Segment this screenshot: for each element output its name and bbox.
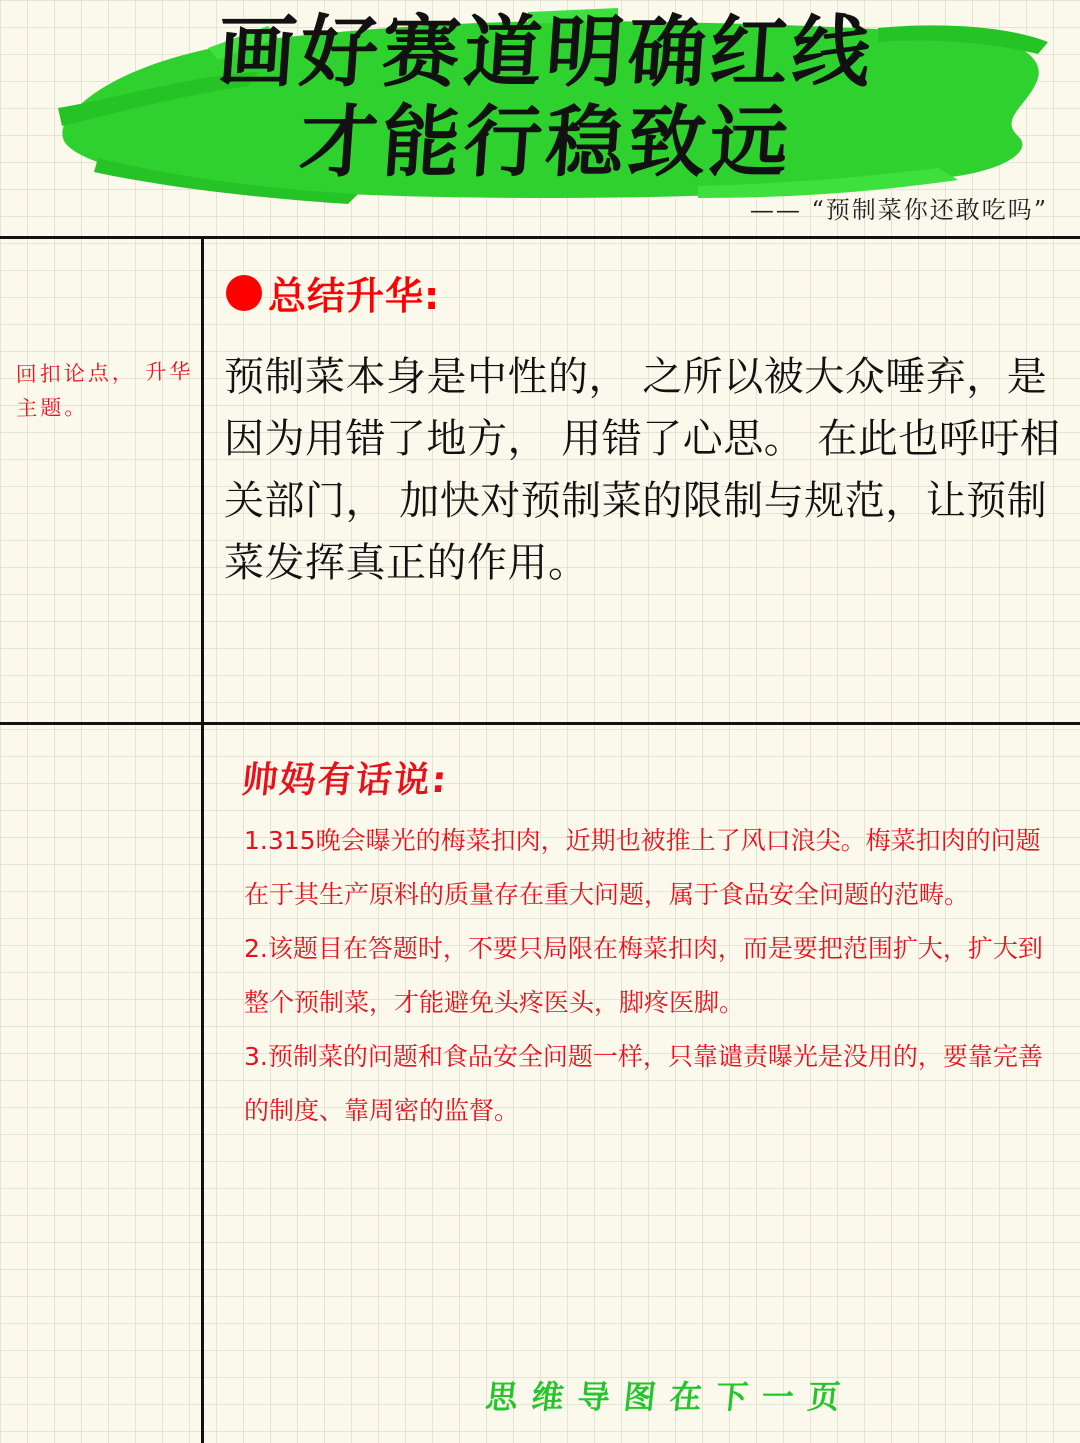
mom-says-item: 2.该题目在答题时，不要只局限在梅菜扣肉，而是要把范围扩大，扩大到整个预制菜，才能避免头疼医头，脚疼医脚。 xyxy=(244,934,1043,1017)
red-dot-icon xyxy=(226,275,262,311)
mom-says-heading: 帅妈有话说: xyxy=(239,760,451,801)
mom-says-item: 3.预制菜的问题和食品安全问题一样，只靠谴责曝光是没用的，要靠完善的制度、靠周密的监督。 xyxy=(244,1042,1043,1125)
mom-says-list xyxy=(244,814,1054,1138)
summary-heading xyxy=(226,265,440,320)
divider-middle xyxy=(0,722,1080,725)
page-title-line-1: 画好赛道明确红线 xyxy=(214,8,878,98)
summary-body: 预制菜本身是中性的， 之所以被大众唾弃，是因为用错了地方， 用错了心思。 在此也呼吁相关部门， 加快对预制菜的限制与规范，让预制菜发挥真正的作用。 xyxy=(224,354,1061,586)
footer-note: 思维导图在下一页 xyxy=(483,1378,856,1416)
page-subtitle: —— “预制菜你还敢吃吗” xyxy=(749,196,1048,224)
summary-heading-text: 总结升华: xyxy=(268,274,441,318)
divider-vertical xyxy=(201,236,204,1443)
divider-top xyxy=(0,236,1080,239)
mom-says-item: 1.315晚会曝光的梅菜扣肉，近期也被推上了风口浪尖。梅菜扣肉的问题在于其生产原料的质量存在重大问题，属于食品安全问题的范畴。 xyxy=(244,826,1041,909)
page-title-line-2: 才能行稳致远 xyxy=(296,98,796,188)
margin-note: 回扣论点， 升华主题。 xyxy=(15,359,194,421)
